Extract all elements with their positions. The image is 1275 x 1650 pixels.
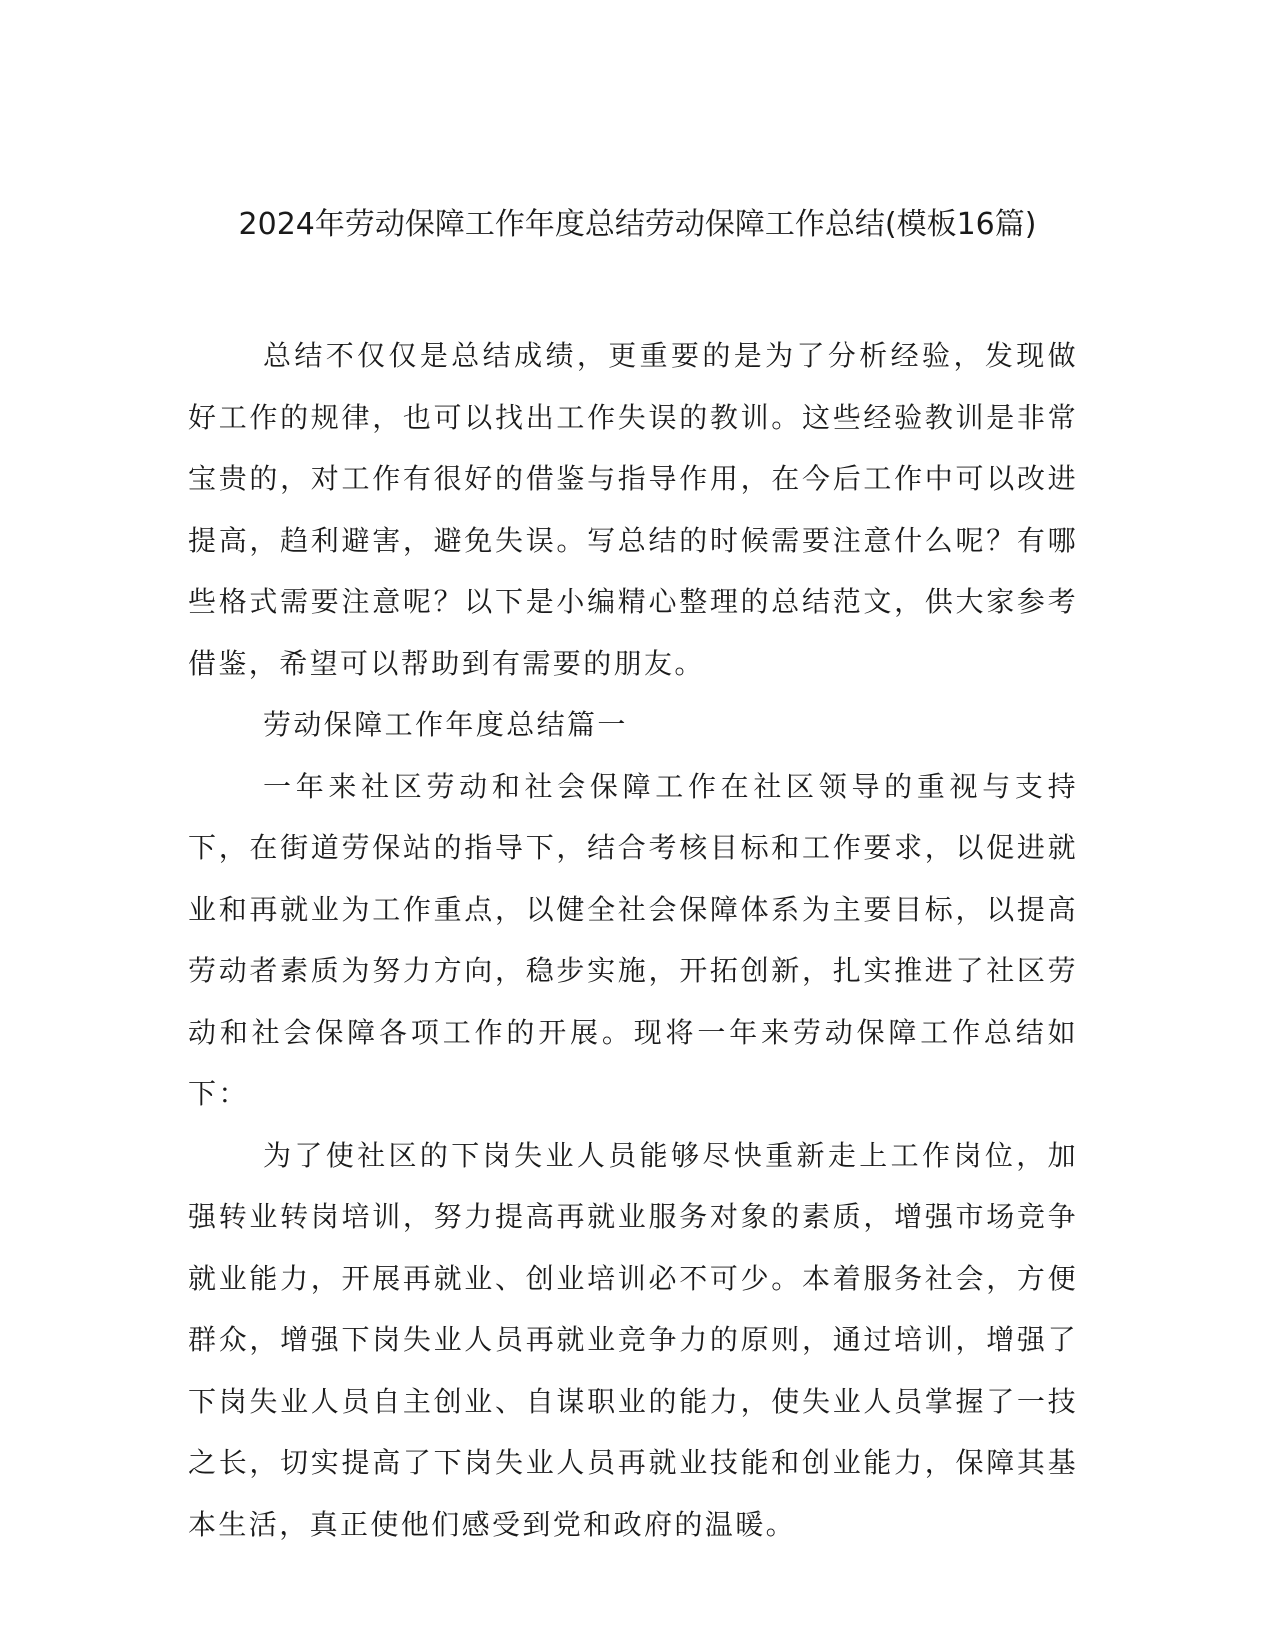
body-paragraph: 一年来社区劳动和社会保障工作在社区领导的重视与支持下，在街道劳保站的指导下，结合考核目标和工作要求，以促进就业和再就业为工作重点，以健全社会保障体系为主要目标，以提高劳动者素质为努力方向，稳步实施，开拓创新，扎实推进了社区劳动和社会保障各项工作的开展。现将一年来劳动保障工作总结如下： xyxy=(188,769,1078,1110)
section-heading: 劳动保障工作年度总结篇一 xyxy=(263,708,628,741)
intro-paragraph: 总结不仅仅是总结成绩，更重要的是为了分析经验，发现做好工作的规律，也可以找出工作失误的教训。这些经验教训是非常宝贵的，对工作有很好的借鉴与指导作用，在今后工作中可以改进提高，趋利避害，避免失误。写总结的时候需要注意什么呢？有哪些格式需要注意呢？以下是小编精心整理的总结范文，供大家参考借鉴，希望可以帮助到有需要的朋友。 xyxy=(188,339,1078,680)
document-body xyxy=(188,325,1078,1555)
body-paragraph: 为了使社区的下岗失业人员能够尽快重新走上工作岗位，加强转业转岗培训，努力提高再就业服务对象的素质，增强市场竞争就业能力，开展再就业、创业培训必不可少。本着服务社会，方便群众，增强下岗失业人员再就业竞争力的原则，通过培训，增强了下岗失业人员自主创业、自谋职业的能力，使失业人员掌握了一技之长，切实提高了下岗失业人员再就业技能和创业能力，保障其基本生活，真正使他们感受到党和政府的温暖。 xyxy=(188,1138,1078,1541)
document-title: 2024年劳动保障工作年度总结劳动保障工作总结(模板16篇) xyxy=(238,207,1037,243)
